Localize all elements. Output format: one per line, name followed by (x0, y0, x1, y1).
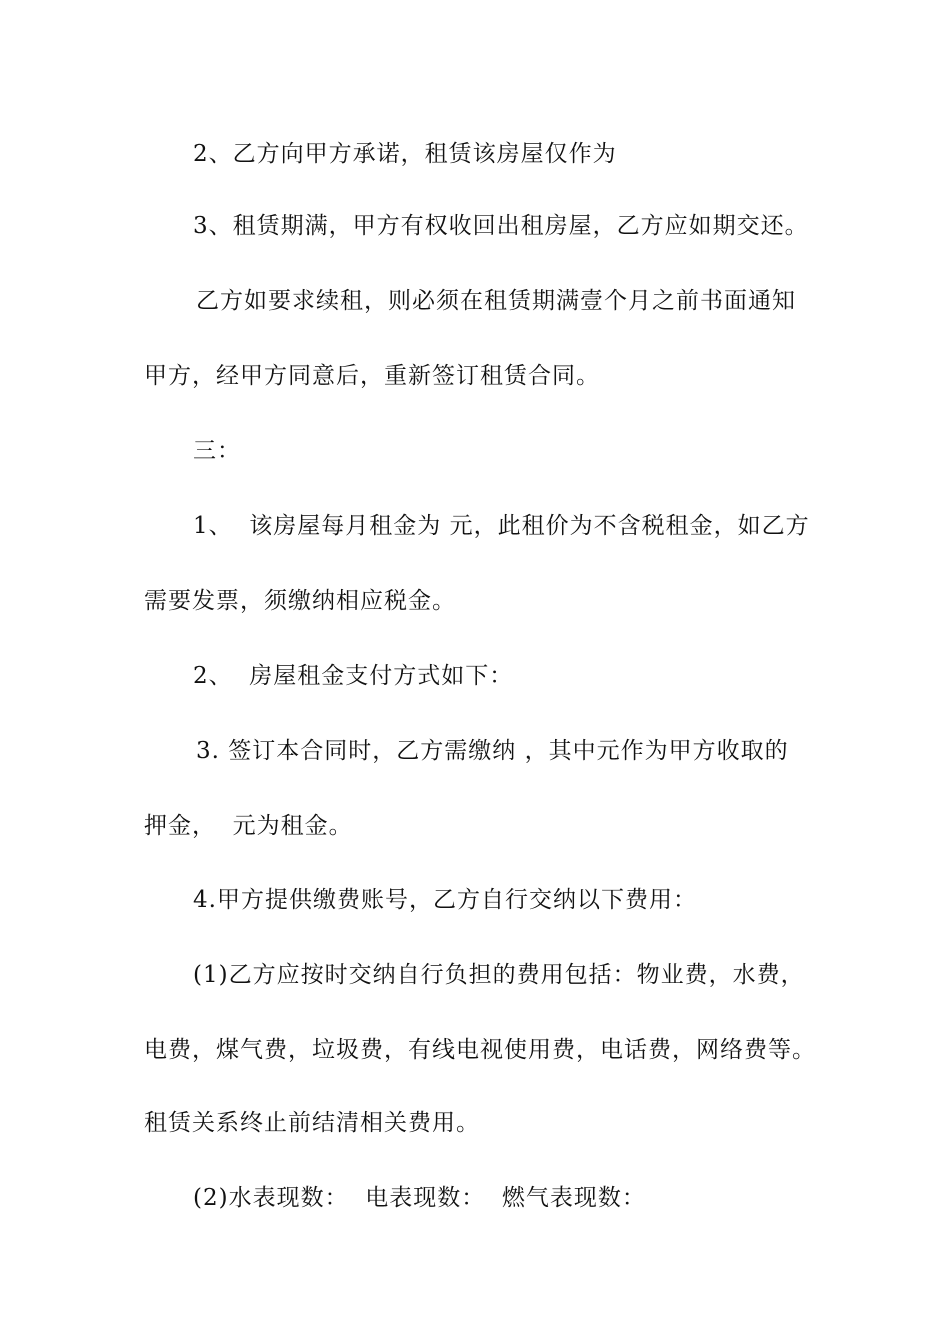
paragraph-line-1: 2、乙方向甲方承诺，租赁该房屋仅作为 (193, 141, 617, 167)
paragraph-line-15: (2)水表现数： 电表现数： 燃气表现数： (193, 1185, 646, 1211)
paragraph-line-8: 2、 房屋租金支付方式如下： (193, 663, 514, 689)
paragraph-line-6: 1、 该房屋每月租金为 元，此租价为不含税租金，如乙方 (193, 513, 810, 539)
paragraph-line-4: 甲方，经甲方同意后，重新签订租赁合同。 (144, 363, 600, 389)
paragraph-line-7: 需要发票，须缴纳相应税金。 (144, 588, 456, 614)
paragraph-line-9: 3. 签订本合同时，乙方需缴纳 ，其中元作为甲方收取的 (196, 738, 789, 764)
paragraph-line-14: 租赁关系终止前结清相关费用。 (144, 1110, 480, 1136)
paragraph-line-12: (1)乙方应按时交纳自行负担的费用包括：物业费，水费， (193, 962, 805, 988)
paragraph-line-13: 电费，煤气费，垃圾费，有线电视使用费，电话费，网络费等。 (144, 1037, 816, 1063)
paragraph-line-10: 押金， 元为租金。 (144, 813, 353, 839)
paragraph-line-11: 4.甲方提供缴费账号，乙方自行交纳以下费用： (193, 887, 697, 913)
paragraph-line-3: 乙方如要求续租，则必须在租赁期满壹个月之前书面通知 (196, 288, 796, 314)
section-heading: 三： (193, 438, 241, 464)
paragraph-line-2: 3、租赁期满，甲方有权收回出租房屋，乙方应如期交还。 (193, 213, 809, 239)
